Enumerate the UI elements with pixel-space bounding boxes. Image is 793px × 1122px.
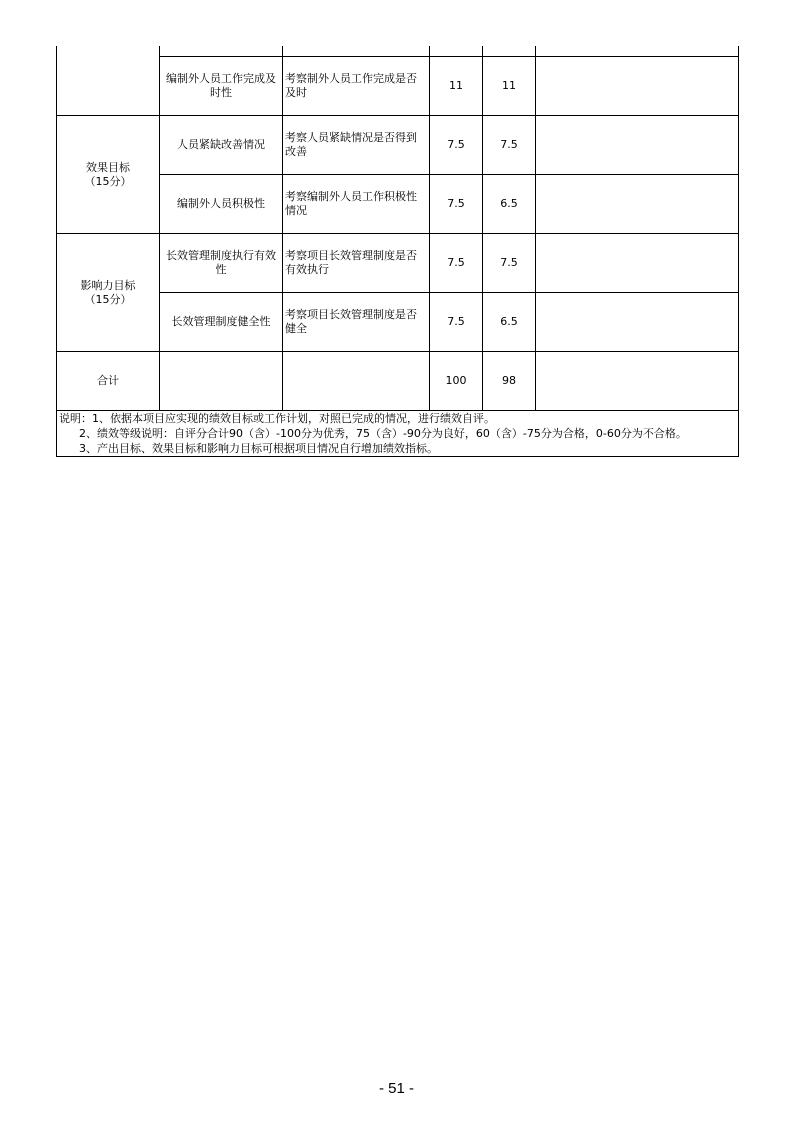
- score-cell: 11: [483, 57, 536, 116]
- remark-cell: [536, 293, 739, 352]
- performance-table-container: [56, 46, 738, 457]
- description-cell: 考察项目长效管理制度是否有效执行: [283, 234, 430, 293]
- indicator-cell: 人员紧缺改善情况: [160, 116, 283, 175]
- category-cell-effect: 效果目标 （15分）: [57, 116, 160, 234]
- table-row: [57, 57, 739, 116]
- weight-cell: 7.5: [430, 116, 483, 175]
- page-number: - 51 -: [378, 1080, 414, 1097]
- total-weight: 100: [430, 352, 483, 411]
- table-row: [57, 234, 739, 293]
- remark-cell: [536, 57, 739, 116]
- weight-cell: 11: [430, 57, 483, 116]
- table-row-continued: [57, 46, 739, 57]
- table-row: [57, 175, 739, 234]
- remark-cell: [536, 116, 739, 175]
- note-line-3: 3、产出目标、效果目标和影响力目标可根据项目情况自行增加绩效指标。: [79, 442, 438, 455]
- total-label: 合计: [57, 352, 160, 411]
- score-cell: 6.5: [483, 175, 536, 234]
- weight-cell: 7.5: [430, 175, 483, 234]
- score-cell: 7.5: [483, 234, 536, 293]
- weight-cell: 7.5: [430, 293, 483, 352]
- description-cell: 考察项目长效管理制度是否健全: [283, 293, 430, 352]
- indicator-cell: 编制外人员工作完成及时性: [160, 57, 283, 116]
- description-cell: 考察制外人员工作完成是否及时: [283, 57, 430, 116]
- notes-cell: [57, 411, 739, 457]
- total-row: [57, 352, 739, 411]
- remark-cell: [536, 234, 739, 293]
- total-score: 98: [483, 352, 536, 411]
- table-row: [57, 293, 739, 352]
- performance-evaluation-table: [56, 46, 739, 457]
- description-cell: 考察人员紧缺情况是否得到改善: [283, 116, 430, 175]
- remark-cell: [536, 175, 739, 234]
- score-cell: 7.5: [483, 116, 536, 175]
- weight-cell: 7.5: [430, 234, 483, 293]
- indicator-cell: 长效管理制度健全性: [160, 293, 283, 352]
- indicator-cell: 长效管理制度执行有效性: [160, 234, 283, 293]
- category-cell-output: [57, 46, 160, 116]
- note-line-1: 说明：1、依据本项目应实现的绩效目标或工作计划，对照已完成的情况，进行绩效自评。: [59, 412, 495, 425]
- indicator-cell: 编制外人员积极性: [160, 175, 283, 234]
- notes-row: [57, 411, 739, 457]
- note-line-2: 2、绩效等级说明：自评分合计90（含）-100分为优秀，75（含）-90分为良好，60（含）-75分为合格，0-60分为不合格。: [79, 427, 687, 440]
- score-cell: 6.5: [483, 293, 536, 352]
- table-row: [57, 116, 739, 175]
- description-cell: 考察编制外人员工作积极性情况: [283, 175, 430, 234]
- category-cell-influence: 影响力目标 （15分）: [57, 234, 160, 352]
